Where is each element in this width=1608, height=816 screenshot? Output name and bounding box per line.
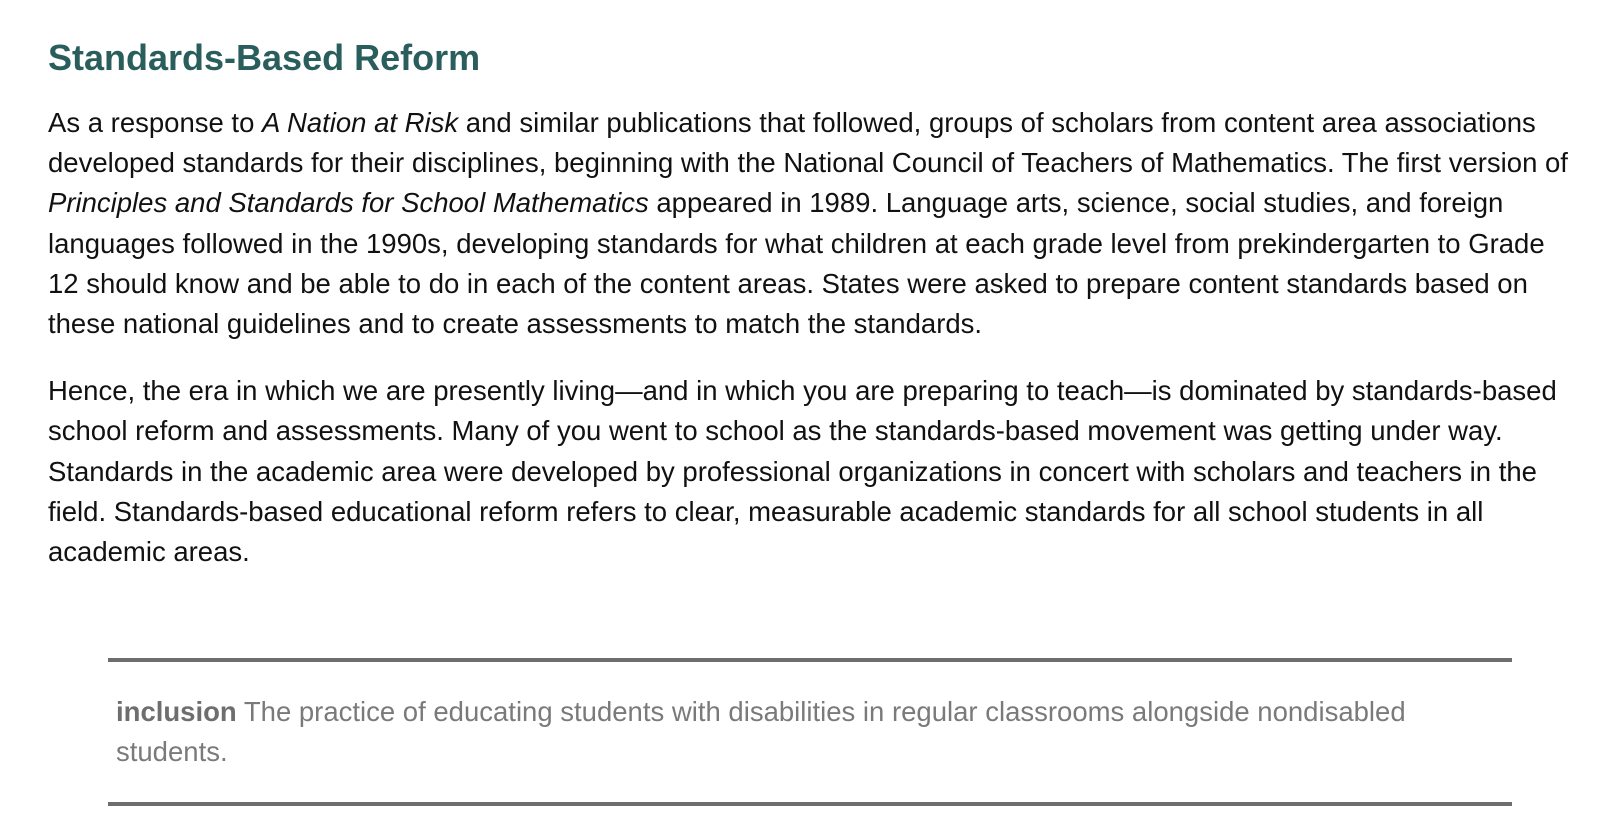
paragraph-1-text-c: appeared in 1989. Language arts, science, social studies, and foreign languages followed in the 1990s, developing standards for what children at each grade level from prekindergarten to Grade 12 should know and be able to do in each of the content areas. States were asked to prepare content standards based on these national guidelines and to create assessments to match the standards. bbox=[48, 187, 1545, 340]
glossary-term: inclusion bbox=[116, 696, 237, 727]
content-area bbox=[48, 30, 1578, 572]
section-title: Standards-Based Reform bbox=[48, 37, 481, 78]
book-title-nation-at-risk: A Nation at Risk bbox=[262, 107, 459, 138]
paragraph-1 bbox=[48, 103, 1578, 344]
paragraph-1-text-a: As a response to bbox=[48, 107, 263, 138]
book-title-principles-standards: Principles and Standards for School Mathematics bbox=[48, 187, 649, 219]
glossary-bottom-rule bbox=[108, 802, 1512, 806]
paragraph-2: Hence, the era in which we are presently living—and in which you are preparing to teach—is dominated by standards-based school reform and assessments. Many of you went to school as the standards-based movement was getting under way. Standards in the academic area were developed by professional organizations in concert with scholars and teachers in the field. Standards-based educational reform refers to clear, measurable academic standards for all school students in all academic areas. bbox=[48, 375, 1557, 568]
glossary-definition: The practice of educating students with disabilities in regular classrooms alongside nondisabled students. bbox=[116, 696, 1406, 768]
glossary-top-rule bbox=[108, 658, 1512, 662]
paragraph-1-text-b: and similar publications that followed, groups of scholars from content area associations developed standards for their disciplines, beginning with the National Council of Teachers of Mathematics. The first version of bbox=[48, 107, 1568, 179]
glossary-box bbox=[116, 692, 1496, 772]
